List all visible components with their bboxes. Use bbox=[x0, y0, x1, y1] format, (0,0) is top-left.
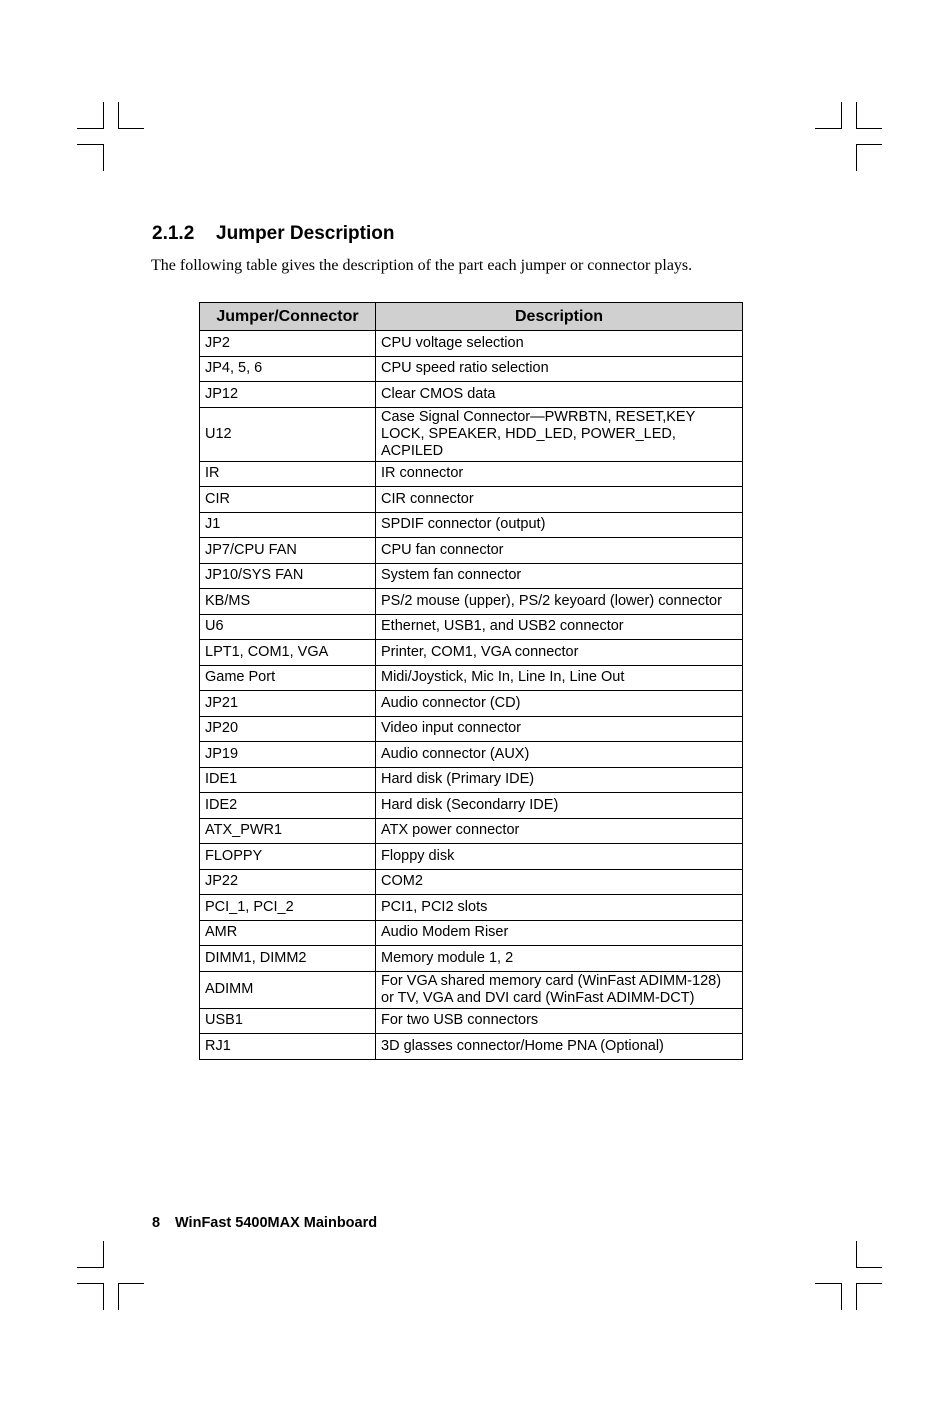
table-row bbox=[200, 487, 743, 513]
table-row bbox=[200, 563, 743, 589]
description-cell: CPU speed ratio selection bbox=[376, 356, 743, 382]
intro-paragraph: The following table gives the description of the part each jumper or connector plays. bbox=[151, 257, 693, 274]
jumper-cell: RJ1 bbox=[200, 1034, 376, 1060]
table-row bbox=[200, 512, 743, 538]
crop-mark bbox=[118, 128, 144, 129]
table-row bbox=[200, 1008, 743, 1034]
description-cell: Hard disk (Primary IDE) bbox=[376, 767, 743, 793]
section-title: Jumper Description bbox=[216, 223, 395, 244]
description-cell: Floppy disk bbox=[376, 844, 743, 870]
description-cell: Audio connector (CD) bbox=[376, 691, 743, 717]
crop-mark bbox=[815, 128, 841, 129]
table-row bbox=[200, 716, 743, 742]
description-cell: Printer, COM1, VGA connector bbox=[376, 640, 743, 666]
table-row bbox=[200, 946, 743, 972]
table-row bbox=[200, 407, 743, 461]
jumper-cell: IR bbox=[200, 461, 376, 487]
crop-mark bbox=[103, 1283, 104, 1310]
description-cell: Audio Modem Riser bbox=[376, 920, 743, 946]
jumper-cell: JP2 bbox=[200, 331, 376, 357]
crop-mark bbox=[856, 1283, 882, 1284]
jumper-cell: IDE1 bbox=[200, 767, 376, 793]
crop-mark bbox=[856, 144, 857, 171]
crop-mark bbox=[118, 1283, 119, 1310]
crop-mark bbox=[77, 144, 103, 145]
description-cell: IR connector bbox=[376, 461, 743, 487]
table-row bbox=[200, 640, 743, 666]
column-header-description: Description bbox=[376, 303, 743, 331]
description-cell: Memory module 1, 2 bbox=[376, 946, 743, 972]
table-row bbox=[200, 767, 743, 793]
table-row bbox=[200, 895, 743, 921]
jumper-cell: ADIMM bbox=[200, 971, 376, 1008]
jumper-cell: USB1 bbox=[200, 1008, 376, 1034]
crop-mark bbox=[841, 1283, 842, 1310]
jumper-cell: JP7/CPU FAN bbox=[200, 538, 376, 564]
table-header-row bbox=[200, 303, 743, 331]
jumper-cell: AMR bbox=[200, 920, 376, 946]
description-cell: Case Signal Connector—PWRBTN, RESET,KEY LOCK, SPEAKER, HDD_LED, POWER_LED, ACPILED bbox=[376, 407, 743, 461]
description-cell: Hard disk (Secondarry IDE) bbox=[376, 793, 743, 819]
crop-mark bbox=[103, 144, 104, 171]
jumper-cell: Game Port bbox=[200, 665, 376, 691]
description-cell: PCI1, PCI2 slots bbox=[376, 895, 743, 921]
description-cell: CPU voltage selection bbox=[376, 331, 743, 357]
crop-mark bbox=[103, 1241, 104, 1268]
jumper-cell: DIMM1, DIMM2 bbox=[200, 946, 376, 972]
table-row bbox=[200, 869, 743, 895]
jumper-cell: KB/MS bbox=[200, 589, 376, 615]
description-cell: Ethernet, USB1, and USB2 connector bbox=[376, 614, 743, 640]
jumper-cell: JP21 bbox=[200, 691, 376, 717]
description-cell: 3D glasses connector/Home PNA (Optional) bbox=[376, 1034, 743, 1060]
jumper-cell: LPT1, COM1, VGA bbox=[200, 640, 376, 666]
crop-mark bbox=[856, 1283, 857, 1310]
section-heading bbox=[152, 223, 394, 245]
footer-title: WinFast 5400MAX Mainboard bbox=[175, 1215, 378, 1231]
column-header-jumper: Jumper/Connector bbox=[200, 303, 376, 331]
crop-mark bbox=[856, 1267, 882, 1268]
jumper-table bbox=[199, 302, 743, 1060]
jumper-cell: JP12 bbox=[200, 382, 376, 408]
table-row bbox=[200, 331, 743, 357]
table-row bbox=[200, 382, 743, 408]
jumper-cell: JP20 bbox=[200, 716, 376, 742]
table-row bbox=[200, 793, 743, 819]
table-row bbox=[200, 742, 743, 768]
description-cell: For VGA shared memory card (WinFast ADIMM-128) or TV, VGA and DVI card (WinFast ADIMM-DCT) bbox=[376, 971, 743, 1008]
jumper-cell: FLOPPY bbox=[200, 844, 376, 870]
table-row bbox=[200, 538, 743, 564]
jumper-cell: J1 bbox=[200, 512, 376, 538]
crop-mark bbox=[856, 128, 882, 129]
table-row bbox=[200, 461, 743, 487]
table-row bbox=[200, 589, 743, 615]
jumper-cell: ATX_PWR1 bbox=[200, 818, 376, 844]
crop-mark bbox=[77, 1267, 103, 1268]
jumper-cell: JP10/SYS FAN bbox=[200, 563, 376, 589]
table-row bbox=[200, 844, 743, 870]
jumper-cell: PCI_1, PCI_2 bbox=[200, 895, 376, 921]
description-cell: Video input connector bbox=[376, 716, 743, 742]
jumper-cell: CIR bbox=[200, 487, 376, 513]
description-cell: System fan connector bbox=[376, 563, 743, 589]
crop-mark bbox=[856, 1241, 857, 1268]
crop-mark bbox=[77, 1283, 103, 1284]
description-cell: For two USB connectors bbox=[376, 1008, 743, 1034]
crop-mark bbox=[856, 144, 882, 145]
table-row bbox=[200, 691, 743, 717]
jumper-cell: JP22 bbox=[200, 869, 376, 895]
crop-mark bbox=[856, 102, 857, 129]
jumper-cell: IDE2 bbox=[200, 793, 376, 819]
crop-mark bbox=[815, 1283, 841, 1284]
table-row bbox=[200, 665, 743, 691]
page-number: 8 bbox=[152, 1215, 161, 1231]
table-row bbox=[200, 818, 743, 844]
table-row bbox=[200, 1034, 743, 1060]
description-cell: PS/2 mouse (upper), PS/2 keyoard (lower) connector bbox=[376, 589, 743, 615]
table-row bbox=[200, 971, 743, 1008]
jumper-cell: U6 bbox=[200, 614, 376, 640]
description-cell: Midi/Joystick, Mic In, Line In, Line Out bbox=[376, 665, 743, 691]
description-cell: SPDIF connector (output) bbox=[376, 512, 743, 538]
page-footer bbox=[152, 1215, 377, 1231]
table-row bbox=[200, 356, 743, 382]
jumper-cell: JP4, 5, 6 bbox=[200, 356, 376, 382]
section-number: 2.1.2 bbox=[152, 223, 195, 244]
crop-mark bbox=[103, 102, 104, 129]
description-cell: CPU fan connector bbox=[376, 538, 743, 564]
crop-mark bbox=[118, 102, 119, 129]
description-cell: Clear CMOS data bbox=[376, 382, 743, 408]
crop-mark bbox=[77, 128, 103, 129]
table-row bbox=[200, 614, 743, 640]
description-cell: CIR connector bbox=[376, 487, 743, 513]
jumper-cell: U12 bbox=[200, 407, 376, 461]
table-row bbox=[200, 920, 743, 946]
crop-mark bbox=[118, 1283, 144, 1284]
description-cell: Audio connector (AUX) bbox=[376, 742, 743, 768]
jumper-cell: JP19 bbox=[200, 742, 376, 768]
description-cell: COM2 bbox=[376, 869, 743, 895]
description-cell: ATX power connector bbox=[376, 818, 743, 844]
crop-mark bbox=[841, 102, 842, 129]
